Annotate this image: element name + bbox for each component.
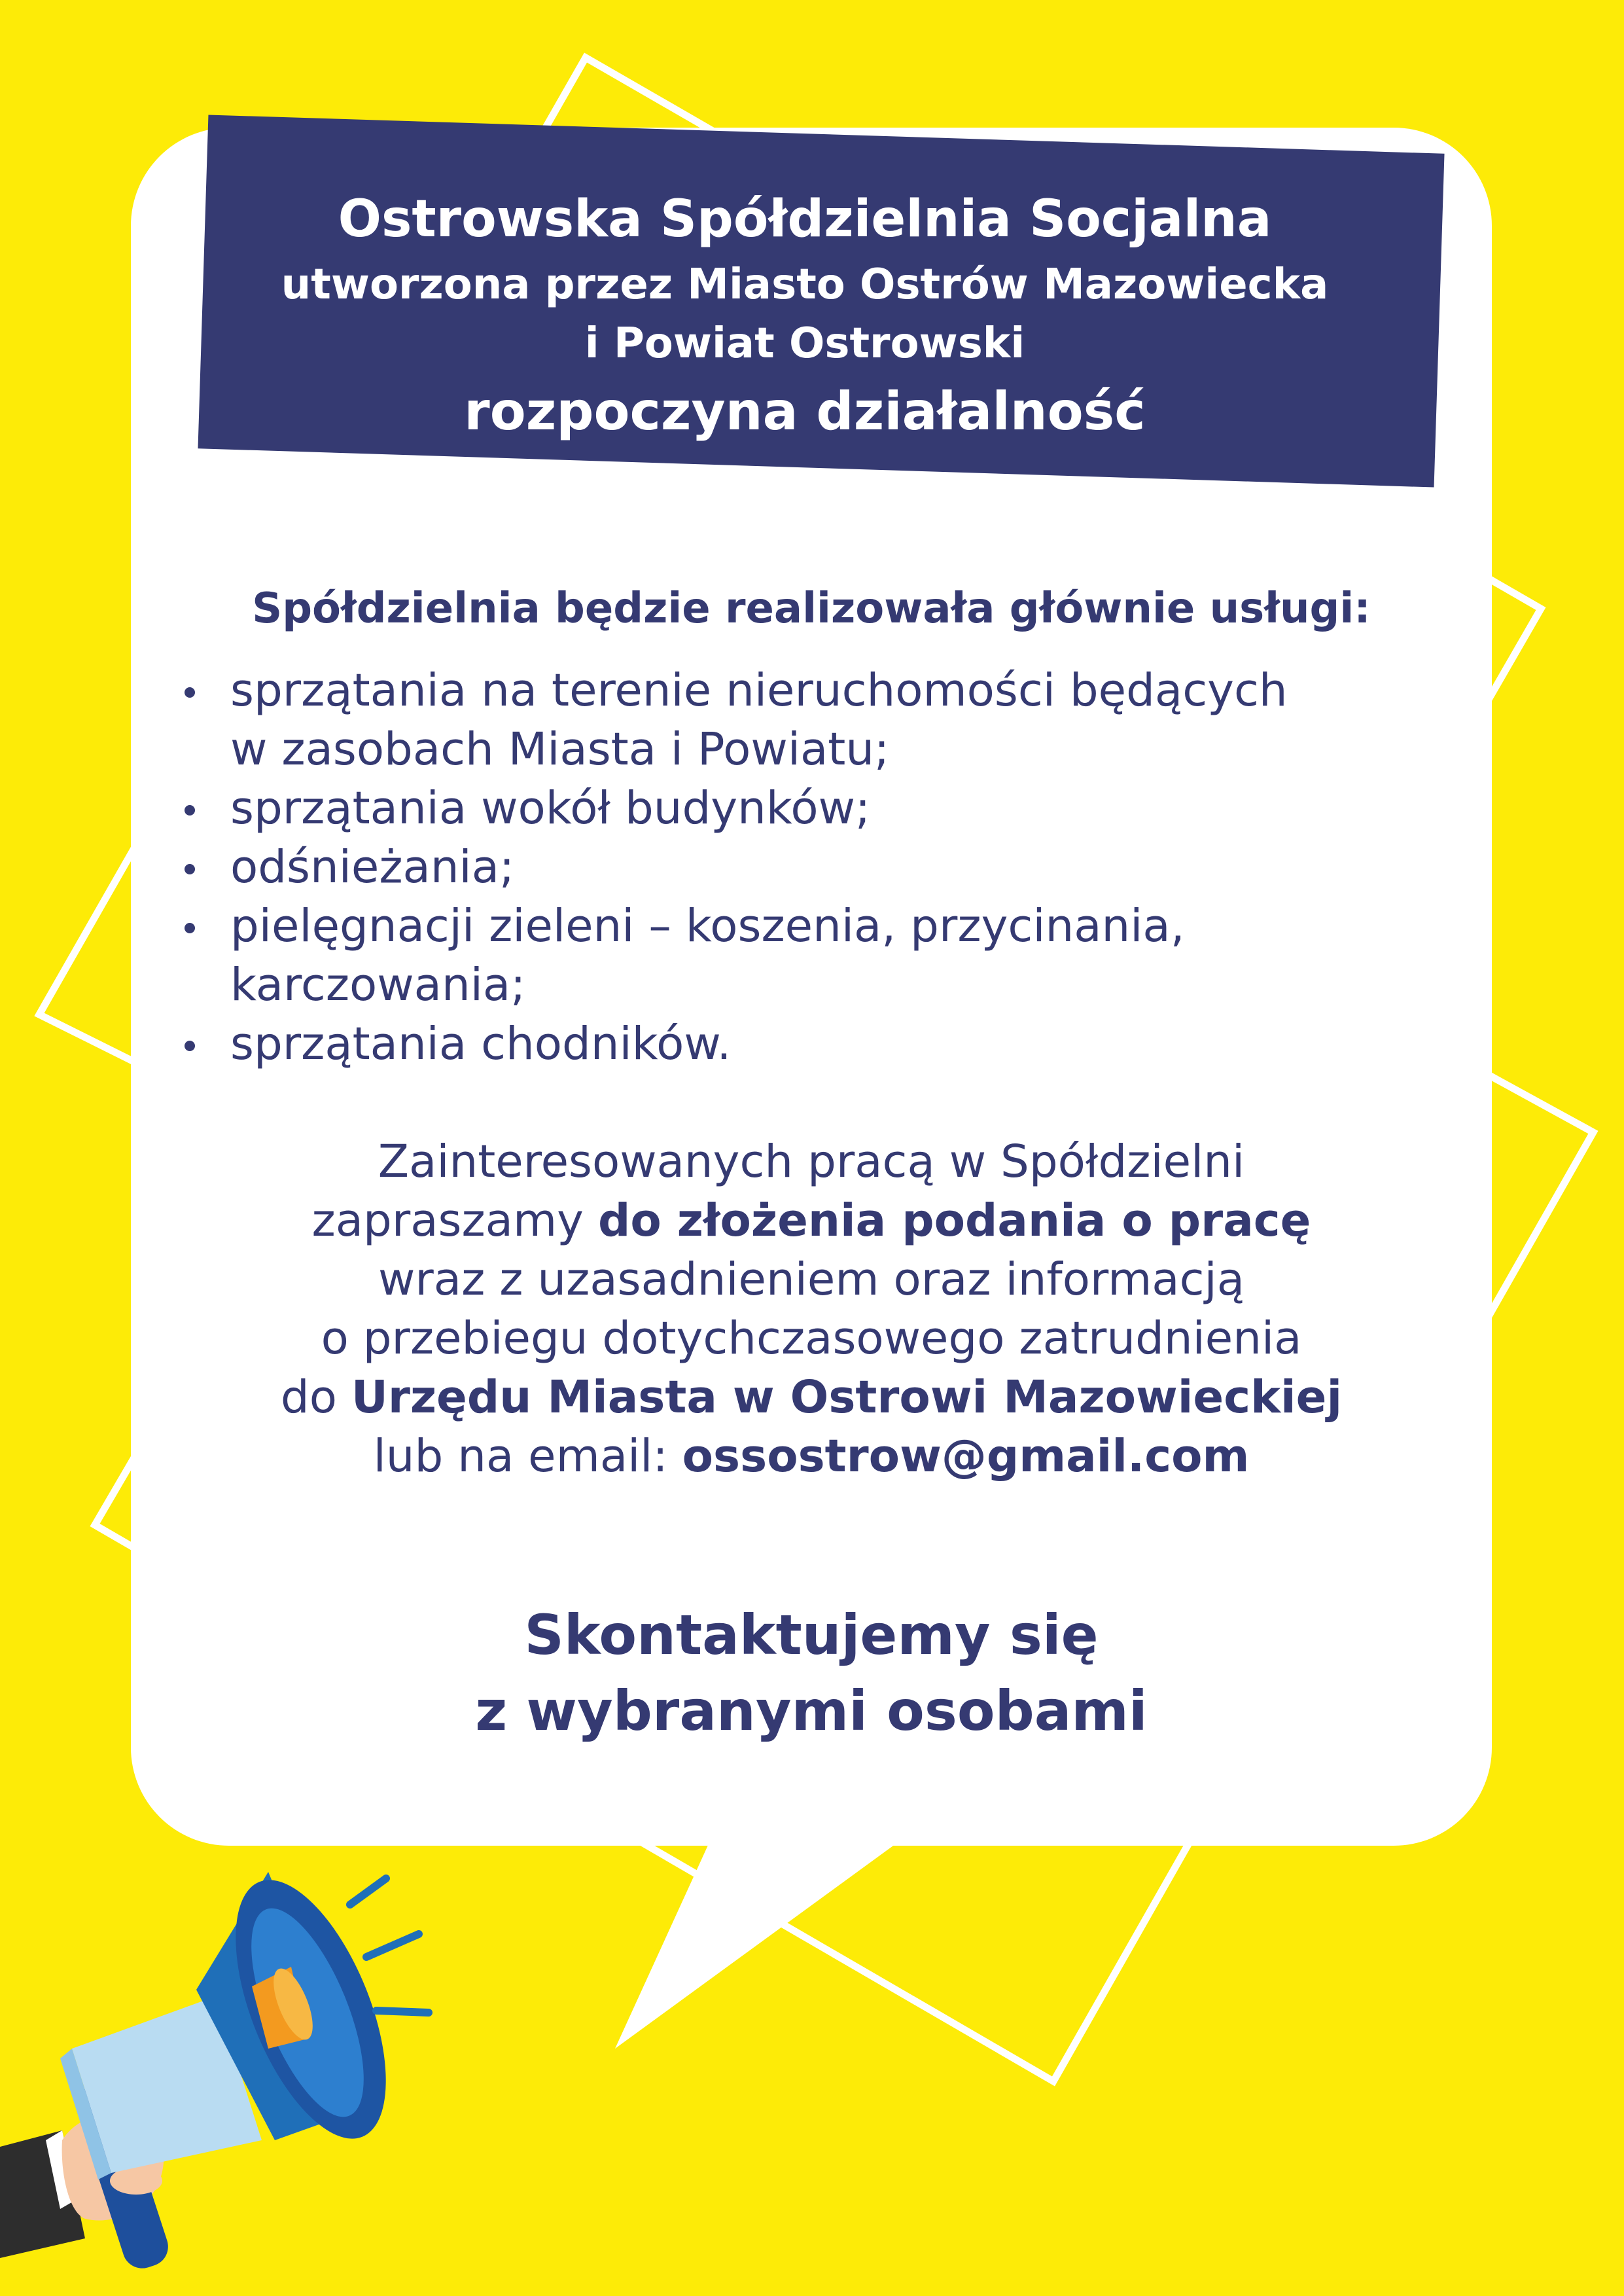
invitation-line: zapraszamy do złożenia podania o pracę xyxy=(311,1194,1311,1247)
invitation-line: wraz z uzasadnieniem oraz informacją xyxy=(378,1253,1244,1306)
services-list xyxy=(177,661,1472,1073)
megaphone-icon xyxy=(0,1833,458,2296)
office-name: Urzędu Miasta w Ostrowi Mazowieckiej xyxy=(351,1371,1343,1424)
invitation-line: Zainteresowanych pracą w Spółdzielni xyxy=(378,1136,1245,1188)
list-item: sprzątania na terenie nieruchomości będących w zasobach Miasta i Powiatu; xyxy=(177,661,1472,779)
status-line: rozpoczyna działalność xyxy=(464,381,1146,442)
created-by-line-2: i Powiat Ostrowski xyxy=(584,319,1025,368)
invitation-line: o przebiegu dotychczasowego zatrudnienia xyxy=(321,1312,1302,1365)
organization-name: Ostrowska Spółdzielnia Socjalna xyxy=(338,190,1272,249)
closing-text: Skontaktujemy się z wybranymi osobami xyxy=(475,1603,1148,1743)
list-item: sprzątania chodników. xyxy=(177,1014,1472,1073)
header-text xyxy=(196,183,1413,450)
created-by-line-1: utworzona przez Miasto Ostrów Mazowiecka xyxy=(281,260,1329,309)
list-item: pielęgnacji zieleni – koszenia, przycinania, karczowania; xyxy=(177,897,1472,1014)
invitation-text xyxy=(183,1132,1439,1486)
email-link[interactable]: ossostrow@gmail.com xyxy=(682,1430,1250,1482)
invitation-line: lub na email: ossostrow@gmail.com xyxy=(373,1430,1250,1482)
services-heading: Spółdzielnia będzie realizowała głównie usługi: xyxy=(252,584,1371,633)
list-item: odśnieżania; xyxy=(177,838,1472,897)
list-item: sprzątania wokół budynków; xyxy=(177,779,1472,838)
invitation-line: do Urzędu Miasta w Ostrowi Mazowieckiej xyxy=(280,1371,1343,1424)
